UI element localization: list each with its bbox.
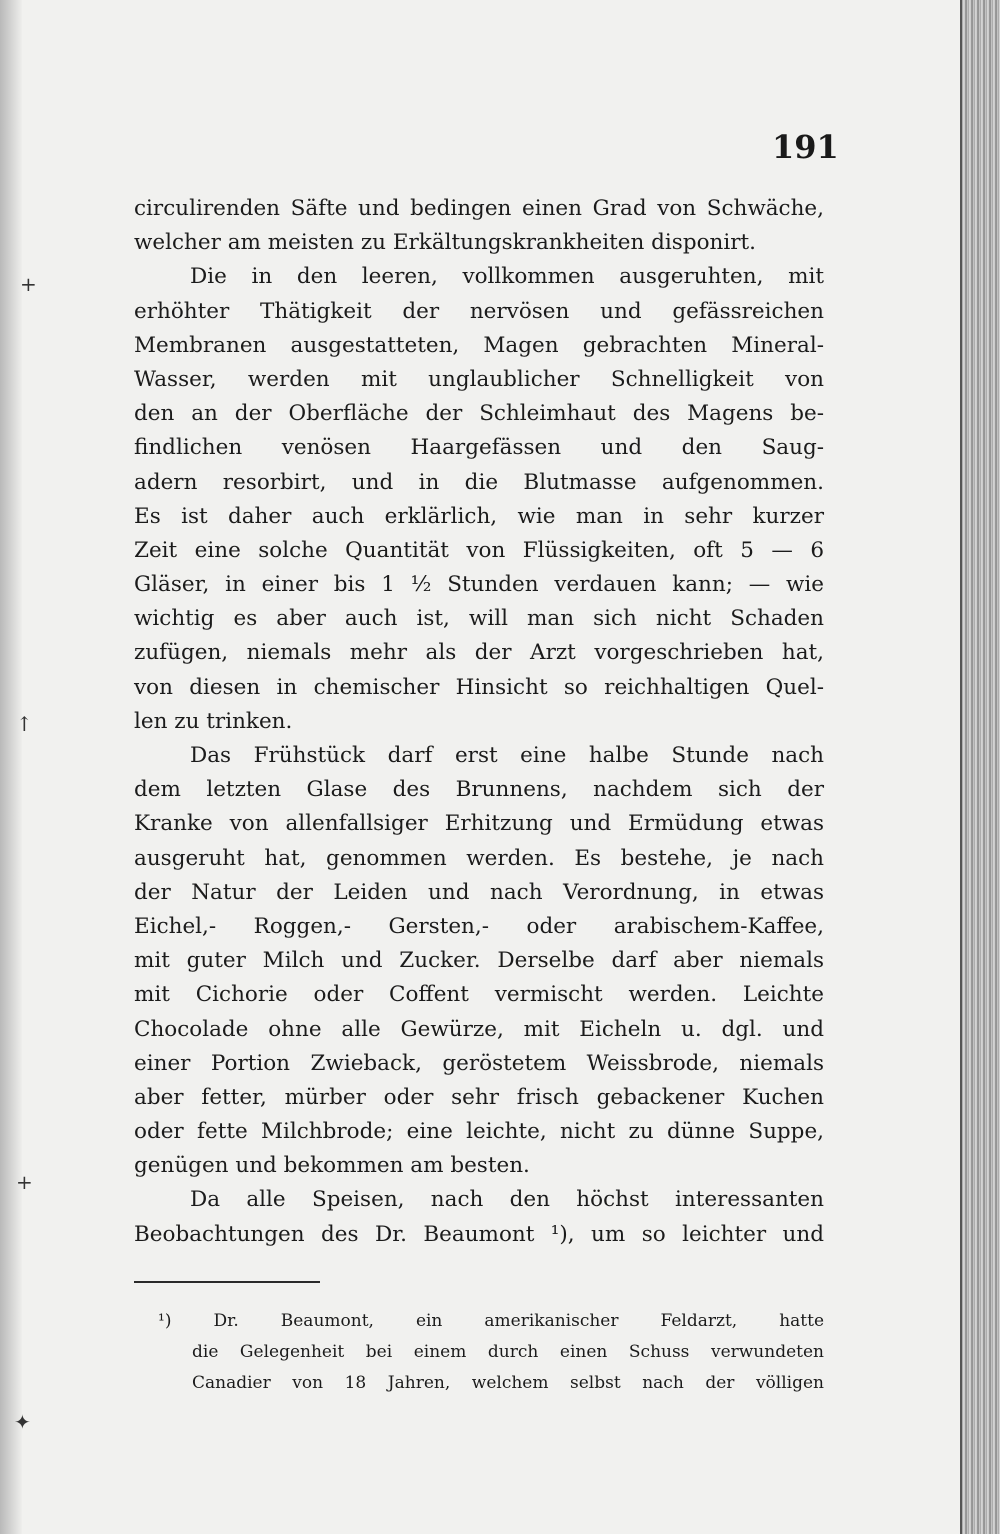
- body-text: [134, 192, 824, 1252]
- text-line: len zu trinken.: [134, 708, 293, 734]
- text-line: circulirenden Säfte und bedingen einen Grad von Schwäche,: [134, 196, 824, 221]
- text-line: welcher am meisten zu Erkältungskrankheiten disponirt.: [134, 230, 757, 256]
- footnote-line: ¹) Dr. Beaumont, ein amerikanischer Feldarzt, hatte: [158, 1311, 824, 1331]
- footnote-divider: [134, 1281, 320, 1283]
- text-line: der Natur der Leiden und nach Verordnung, in etwas: [134, 879, 824, 905]
- text-line: Beobachtungen des Dr. Beaumont ¹), um so leichter und: [134, 1221, 824, 1247]
- footnote-line: Canadier von 18 Jahren, welchem selbst nach der völligen: [192, 1373, 824, 1393]
- margin-mark: ✦: [14, 1410, 31, 1434]
- text-line: findlichen venösen Haargefässen und den Saug-: [134, 435, 824, 461]
- text-line: Eichel,- Roggen,- Gersten,- oder arabischem-Kaffee,: [134, 913, 824, 939]
- text-line: mit guter Milch und Zucker. Derselbe darf aber niemals: [134, 948, 824, 974]
- margin-mark: +: [20, 272, 37, 296]
- text-line: Membranen ausgestatteten, Magen gebrachten Mineral-: [134, 332, 824, 358]
- text-line: Gläser, in einer bis 1 ½ Stunden verdauen kann; — wie: [134, 572, 824, 598]
- text-line: dem letzten Glase des Brunnens, nachdem sich der: [134, 777, 824, 803]
- text-line: wichtig es aber auch ist, will man sich nicht Schaden: [134, 606, 824, 632]
- text-line: adern resorbirt, und in die Blutmasse aufgenommen.: [134, 469, 824, 495]
- margin-mark: ↑: [16, 712, 33, 736]
- text-line: erhöhter Thätigkeit der nervösen und gefässreichen: [134, 298, 824, 324]
- text-line: Da alle Speisen, nach den höchst interessanten: [190, 1187, 824, 1213]
- page-number: 191: [772, 128, 839, 166]
- text-line: den an der Oberfläche der Schleimhaut des Magens be-: [134, 401, 824, 427]
- footnote-line: die Gelegenheit bei einem durch einen Schuss verwundeten: [192, 1342, 824, 1362]
- text-line: Das Frühstück darf erst eine halbe Stunde nach: [190, 743, 824, 768]
- margin-mark: +: [16, 1170, 33, 1194]
- text-line: von diesen in chemischer Hinsicht so reichhaltigen Quel-: [134, 674, 824, 700]
- text-line: Die in den leeren, vollkommen ausgeruhten, mit: [190, 264, 824, 290]
- footnotes: [158, 1306, 824, 1399]
- text-line: Kranke von allenfallsiger Erhitzung und Ermüdung etwas: [134, 811, 824, 837]
- text-line: aber fetter, mürber oder sehr frisch gebackener Kuchen: [134, 1084, 824, 1110]
- text-line: Chocolade ohne alle Gewürze, mit Eicheln u. dgl. und: [134, 1016, 824, 1042]
- text-line: zufügen, niemals mehr als der Arzt vorgeschrieben hat,: [134, 640, 824, 666]
- text-line: genügen und bekommen am besten.: [134, 1153, 530, 1179]
- text-line: Wasser, werden mit unglaublicher Schnelligkeit von: [134, 366, 824, 392]
- text-line: mit Cichorie oder Coffent vermischt werden. Leichte: [134, 982, 824, 1008]
- text-line: Es ist daher auch erklärlich, wie man in sehr kurzer: [134, 503, 824, 529]
- text-line: oder fette Milchbrode; eine leichte, nicht zu dünne Suppe,: [134, 1119, 824, 1145]
- text-line: ausgeruht hat, genommen werden. Es bestehe, je nach: [134, 845, 824, 871]
- page-binding: [0, 0, 22, 1534]
- text-line: einer Portion Zwieback, geröstetem Weissbrode, niemals: [134, 1050, 824, 1076]
- text-line: Zeit eine solche Quantität von Flüssigkeiten, oft 5 — 6: [134, 537, 824, 563]
- page-edge: [960, 0, 1000, 1534]
